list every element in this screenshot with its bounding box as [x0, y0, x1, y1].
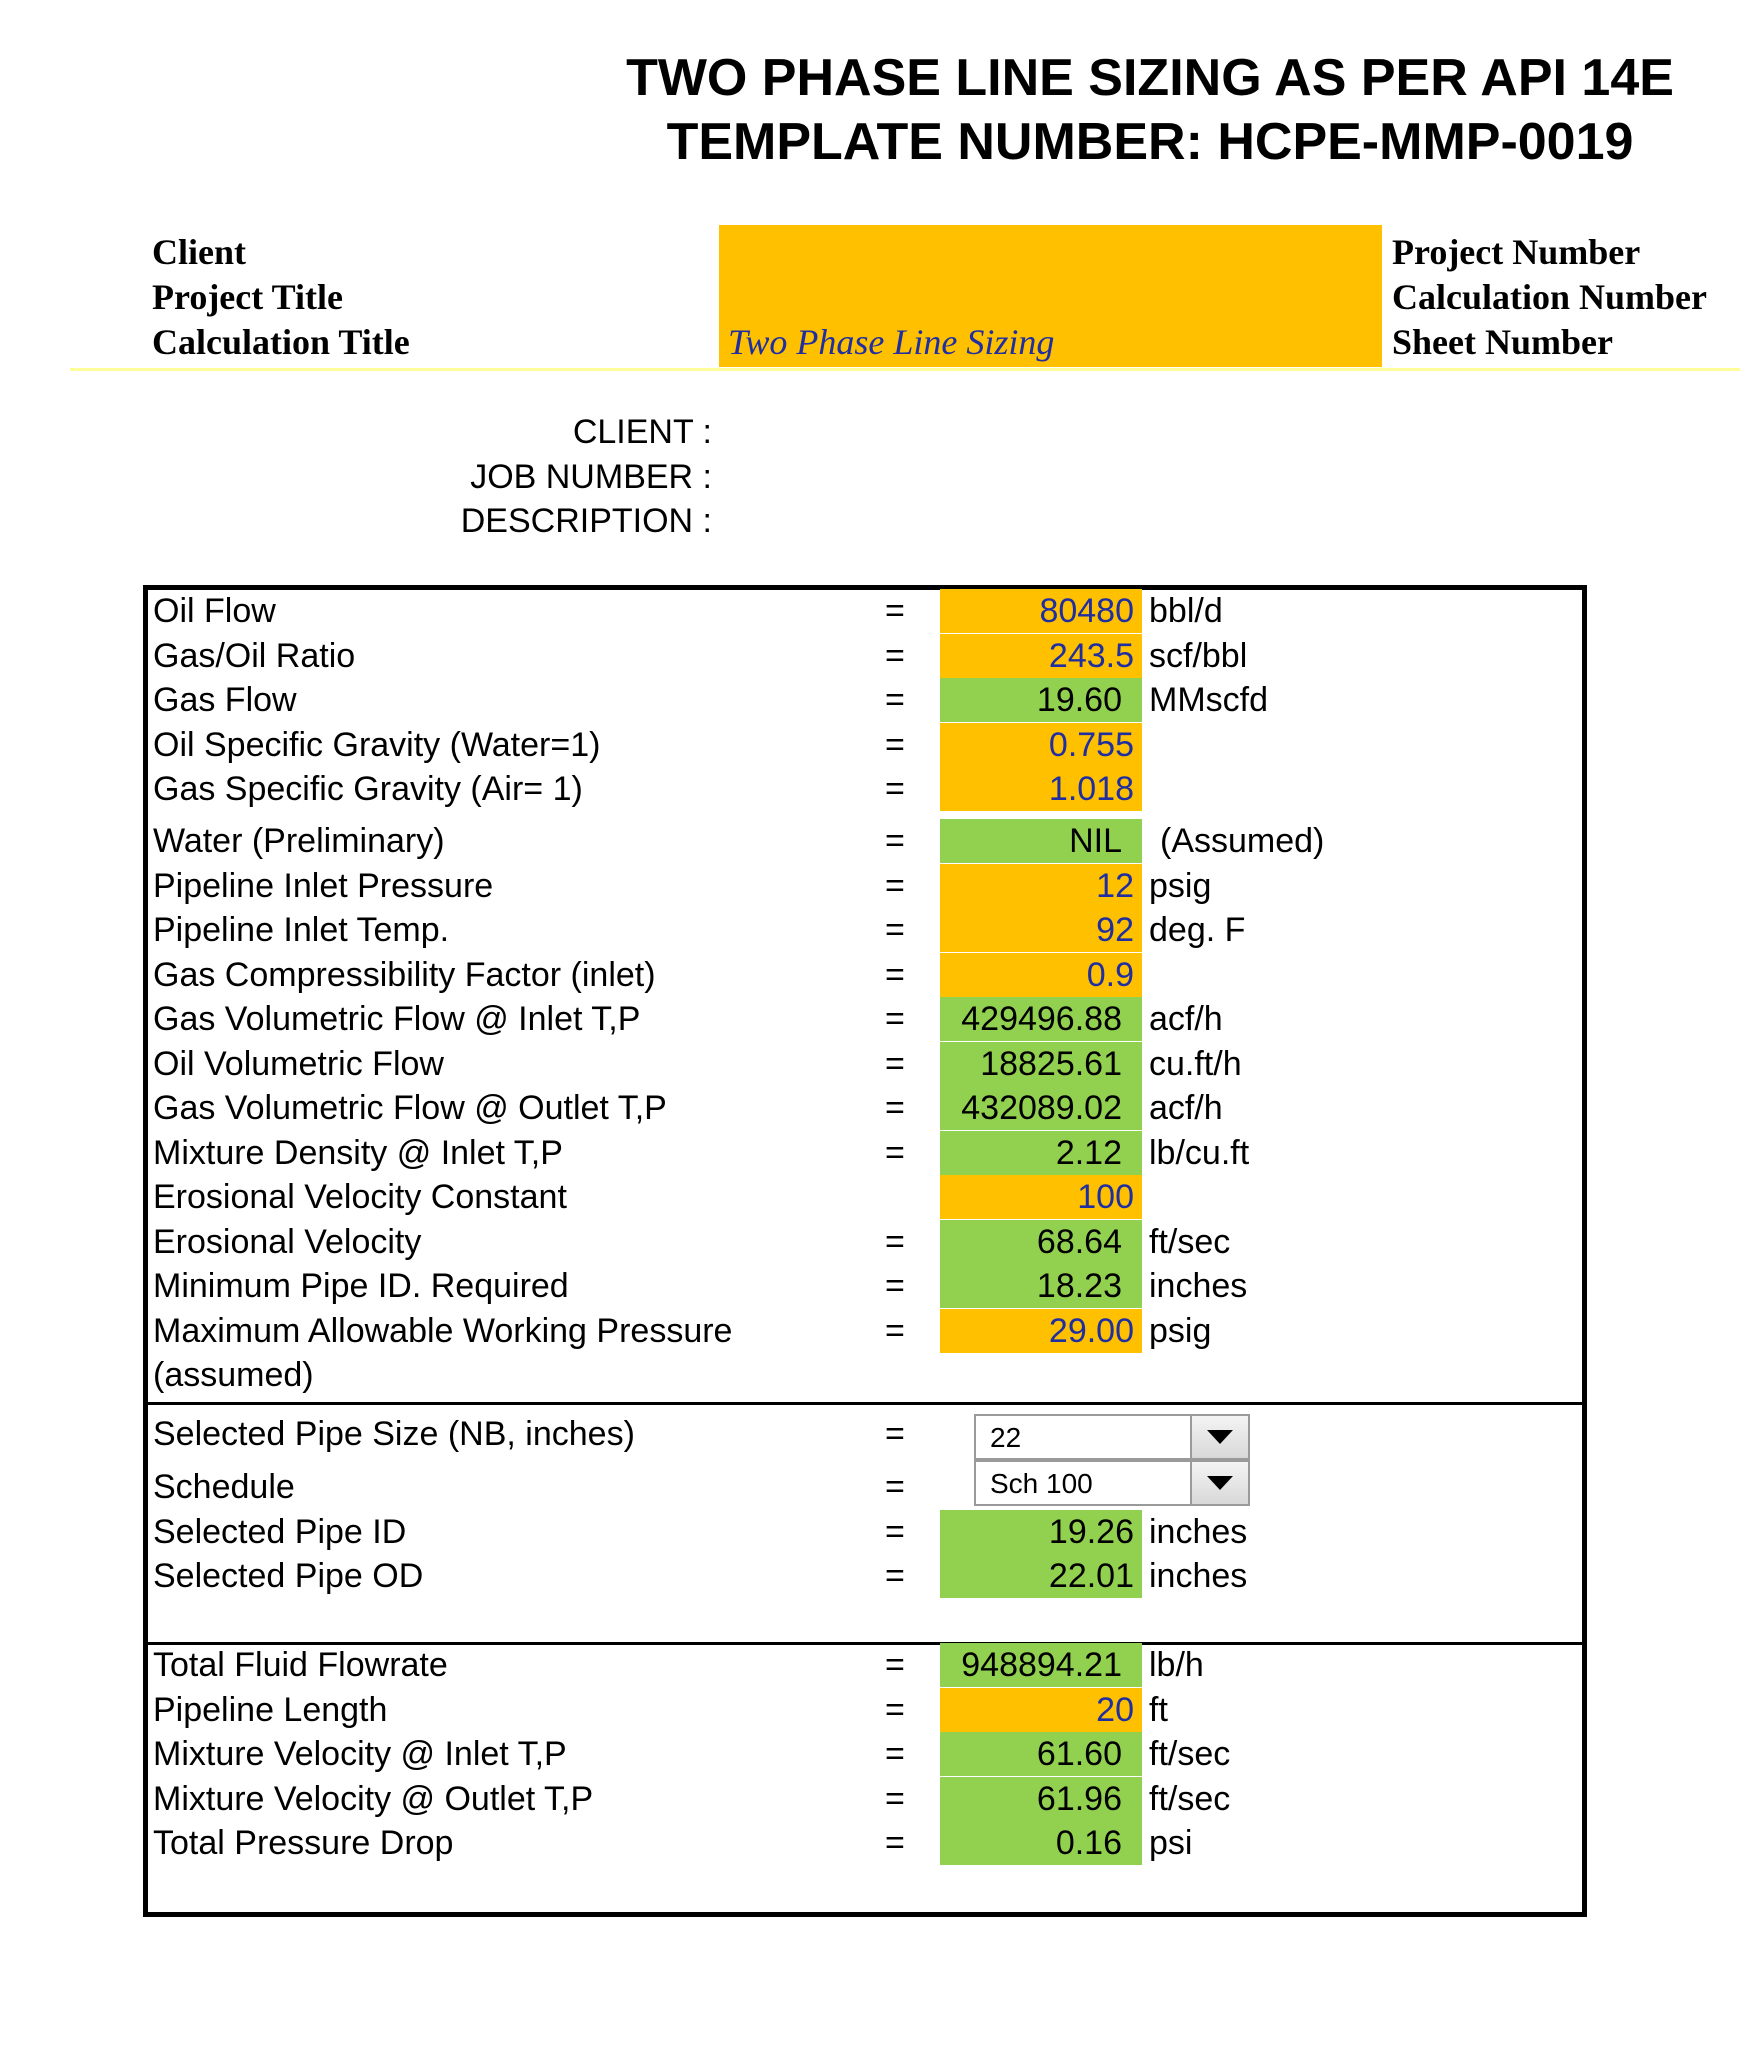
pipe-od-label: Selected Pipe OD — [153, 1557, 424, 1595]
calculated-cell: 61.60 — [940, 1732, 1142, 1776]
row-label: (assumed) — [153, 1356, 314, 1394]
row-label: Gas Compressibility Factor (inlet) — [153, 956, 656, 994]
equals-sign: = — [885, 956, 905, 994]
equals-sign: = — [885, 1134, 905, 1172]
row-label: Minimum Pipe ID. Required — [153, 1267, 569, 1305]
table-row — [0, 1086, 1740, 1130]
pipe-od-unit: inches — [1149, 1557, 1248, 1595]
equals-sign: = — [885, 681, 905, 719]
equals-sign: = — [885, 1735, 905, 1773]
row-label: Oil Specific Gravity (Water=1) — [153, 726, 601, 764]
equals-sign: = — [885, 1267, 905, 1305]
schedule-dropdown-button[interactable] — [1190, 1462, 1248, 1504]
pipe-id-unit: inches — [1149, 1513, 1248, 1551]
calculated-cell: 948894.21 — [940, 1643, 1142, 1687]
row-label: Pipeline Length — [153, 1691, 388, 1729]
table-row — [0, 678, 1740, 722]
unit-label: scf/bbl — [1149, 637, 1248, 675]
row-label: Water (Preliminary) — [153, 822, 445, 860]
equals-sign: = — [885, 592, 905, 630]
input-cell[interactable]: 0.755 — [940, 723, 1142, 767]
template-number: TEMPLATE NUMBER: HCPE-MMP-0019 — [666, 113, 1634, 171]
unit-label: bbl/d — [1149, 592, 1223, 630]
table-row — [0, 908, 1740, 952]
equals-sign: = — [885, 1513, 905, 1551]
table-row — [0, 1777, 1740, 1821]
pipe-size-label: Selected Pipe Size (NB, inches) — [153, 1415, 635, 1453]
row-label: Gas/Oil Ratio — [153, 637, 356, 675]
table-row — [0, 1732, 1740, 1776]
header-calculation-title-label: Calculation Title — [152, 322, 410, 362]
table-row — [0, 1688, 1740, 1732]
equals-sign: = — [885, 1557, 905, 1595]
header-sheet-number-label: Sheet Number — [1392, 322, 1613, 362]
calculated-cell: 18825.61 — [940, 1042, 1142, 1086]
row-label: Total Fluid Flowrate — [153, 1646, 448, 1684]
equals-sign: = — [885, 867, 905, 905]
row-label: Oil Volumetric Flow — [153, 1045, 444, 1083]
row-label: Oil Flow — [153, 592, 276, 630]
header-calculation-number-label: Calculation Number — [1392, 277, 1707, 317]
table-row — [0, 767, 1740, 811]
table-row — [0, 1309, 1740, 1353]
input-cell[interactable]: 0.9 — [940, 953, 1142, 997]
row-label: Mixture Density @ Inlet T,P — [153, 1134, 563, 1172]
row-label: Mixture Velocity @ Outlet T,P — [153, 1780, 594, 1818]
row-label: Total Pressure Drop — [153, 1824, 454, 1862]
pipe-size-row — [0, 1412, 1740, 1456]
input-cell[interactable]: 92 — [940, 908, 1142, 952]
calculated-cell: 2.12 — [940, 1131, 1142, 1175]
unit-label: deg. F — [1149, 911, 1246, 949]
table-row — [0, 997, 1740, 1041]
equals-sign: = — [885, 1468, 905, 1506]
input-cell[interactable]: 243.5 — [940, 634, 1142, 678]
schedule-label: Schedule — [153, 1468, 295, 1506]
table-row — [0, 634, 1740, 678]
unit-label: psi — [1149, 1824, 1193, 1862]
equals-sign: = — [885, 1000, 905, 1038]
row-label: Erosional Velocity — [153, 1223, 422, 1261]
equals-sign: = — [885, 1089, 905, 1127]
table-row — [0, 1175, 1740, 1219]
row-label: Gas Specific Gravity (Air= 1) — [153, 770, 583, 808]
row-label: Gas Flow — [153, 681, 297, 719]
input-cell[interactable]: 80480 — [940, 589, 1142, 633]
unit-label: lb/h — [1149, 1646, 1204, 1684]
unit-label: lb/cu.ft — [1149, 1134, 1250, 1172]
pipe-id-label: Selected Pipe ID — [153, 1513, 407, 1551]
header-project-title-label: Project Title — [152, 277, 343, 317]
equals-sign: = — [885, 1415, 905, 1453]
calculated-cell: 68.64 — [940, 1220, 1142, 1264]
unit-label: MMscfd — [1149, 681, 1268, 719]
client-label: CLIENT : — [572, 413, 712, 451]
unit-label: inches — [1149, 1267, 1248, 1305]
unit-label: acf/h — [1149, 1089, 1223, 1127]
unit-label: psig — [1149, 1312, 1212, 1350]
unit-label: ft/sec — [1149, 1780, 1231, 1818]
table-row — [0, 1131, 1740, 1175]
calculated-cell: NIL — [940, 819, 1142, 863]
table-row — [0, 953, 1740, 997]
table-row — [0, 864, 1740, 908]
header-client-label: Client — [152, 232, 246, 272]
row-label: Pipeline Inlet Pressure — [153, 867, 494, 905]
row-label: Pipeline Inlet Temp. — [153, 911, 450, 949]
unit-label: ft/sec — [1149, 1735, 1231, 1773]
input-cell[interactable]: 1.018 — [940, 767, 1142, 811]
input-cell[interactable]: 20 — [940, 1688, 1142, 1732]
page-title: TWO PHASE LINE SIZING AS PER API 14E — [626, 49, 1674, 107]
equals-sign: = — [885, 1646, 905, 1684]
equals-sign: = — [885, 770, 905, 808]
equals-sign: = — [885, 911, 905, 949]
unit-label: acf/h — [1149, 1000, 1223, 1038]
equals-sign: = — [885, 726, 905, 764]
header-project-number-label: Project Number — [1392, 232, 1641, 272]
row-label: Gas Volumetric Flow @ Inlet T,P — [153, 1000, 641, 1038]
pipe-id-value: 19.26 — [940, 1510, 1142, 1554]
table-row — [0, 1220, 1740, 1264]
calculated-cell: 432089.02 — [940, 1086, 1142, 1130]
row-label: Gas Volumetric Flow @ Outlet T,P — [153, 1089, 667, 1127]
pipe-id-row — [0, 1510, 1740, 1554]
pipe-od-row — [0, 1554, 1740, 1598]
unit-label: ft/sec — [1149, 1223, 1231, 1261]
calculated-cell: 18.23 — [940, 1264, 1142, 1308]
description-label: DESCRIPTION : — [460, 502, 712, 540]
calculated-cell: 61.96 — [940, 1777, 1142, 1821]
table-row — [0, 1821, 1740, 1865]
table-row — [0, 1264, 1740, 1308]
schedule-dropdown[interactable] — [974, 1460, 1250, 1506]
equals-sign: = — [885, 1824, 905, 1862]
unit-label: psig — [1149, 867, 1212, 905]
equals-sign: = — [885, 1045, 905, 1083]
table-row — [0, 723, 1740, 767]
header-divider — [70, 368, 1740, 371]
schedule-row — [0, 1465, 1740, 1509]
unit-label: ft — [1149, 1691, 1168, 1729]
pipe-size-selected: 22 — [990, 1422, 1022, 1453]
input-cell[interactable]: 12 — [940, 864, 1142, 908]
table-row — [0, 1643, 1740, 1687]
input-cell[interactable]: 100 — [940, 1175, 1142, 1219]
equals-sign: = — [885, 1223, 905, 1261]
equals-sign: = — [885, 637, 905, 675]
chevron-down-icon — [1207, 1476, 1233, 1490]
job-number-label: JOB NUMBER : — [470, 458, 712, 496]
pipe-od-value: 22.01 — [940, 1554, 1142, 1598]
section-divider — [143, 1402, 1587, 1405]
equals-sign: = — [885, 1312, 905, 1350]
calculation-title-value[interactable]: Two Phase Line Sizing — [728, 322, 1055, 362]
row-label: Maximum Allowable Working Pressure — [153, 1312, 733, 1350]
unit-label: (Assumed) — [1160, 822, 1325, 860]
equals-sign: = — [885, 1780, 905, 1818]
equals-sign: = — [885, 1691, 905, 1729]
table-row — [0, 1353, 1740, 1397]
pipe-size-dropdown[interactable] — [974, 1414, 1250, 1460]
calculated-cell: 19.60 — [940, 678, 1142, 722]
row-label: Mixture Velocity @ Inlet T,P — [153, 1735, 567, 1773]
calculated-cell: 0.16 — [940, 1821, 1142, 1865]
equals-sign: = — [885, 822, 905, 860]
table-row — [0, 1042, 1740, 1086]
schedule-selected: Sch 100 — [990, 1468, 1093, 1499]
table-row — [0, 819, 1740, 863]
chevron-down-icon — [1207, 1430, 1233, 1444]
table-row — [0, 589, 1740, 633]
calculated-cell: 429496.88 — [940, 997, 1142, 1041]
unit-label: cu.ft/h — [1149, 1045, 1242, 1083]
input-cell[interactable]: 29.00 — [940, 1309, 1142, 1353]
row-label: Erosional Velocity Constant — [153, 1178, 567, 1216]
pipe-size-dropdown-button[interactable] — [1190, 1416, 1248, 1458]
